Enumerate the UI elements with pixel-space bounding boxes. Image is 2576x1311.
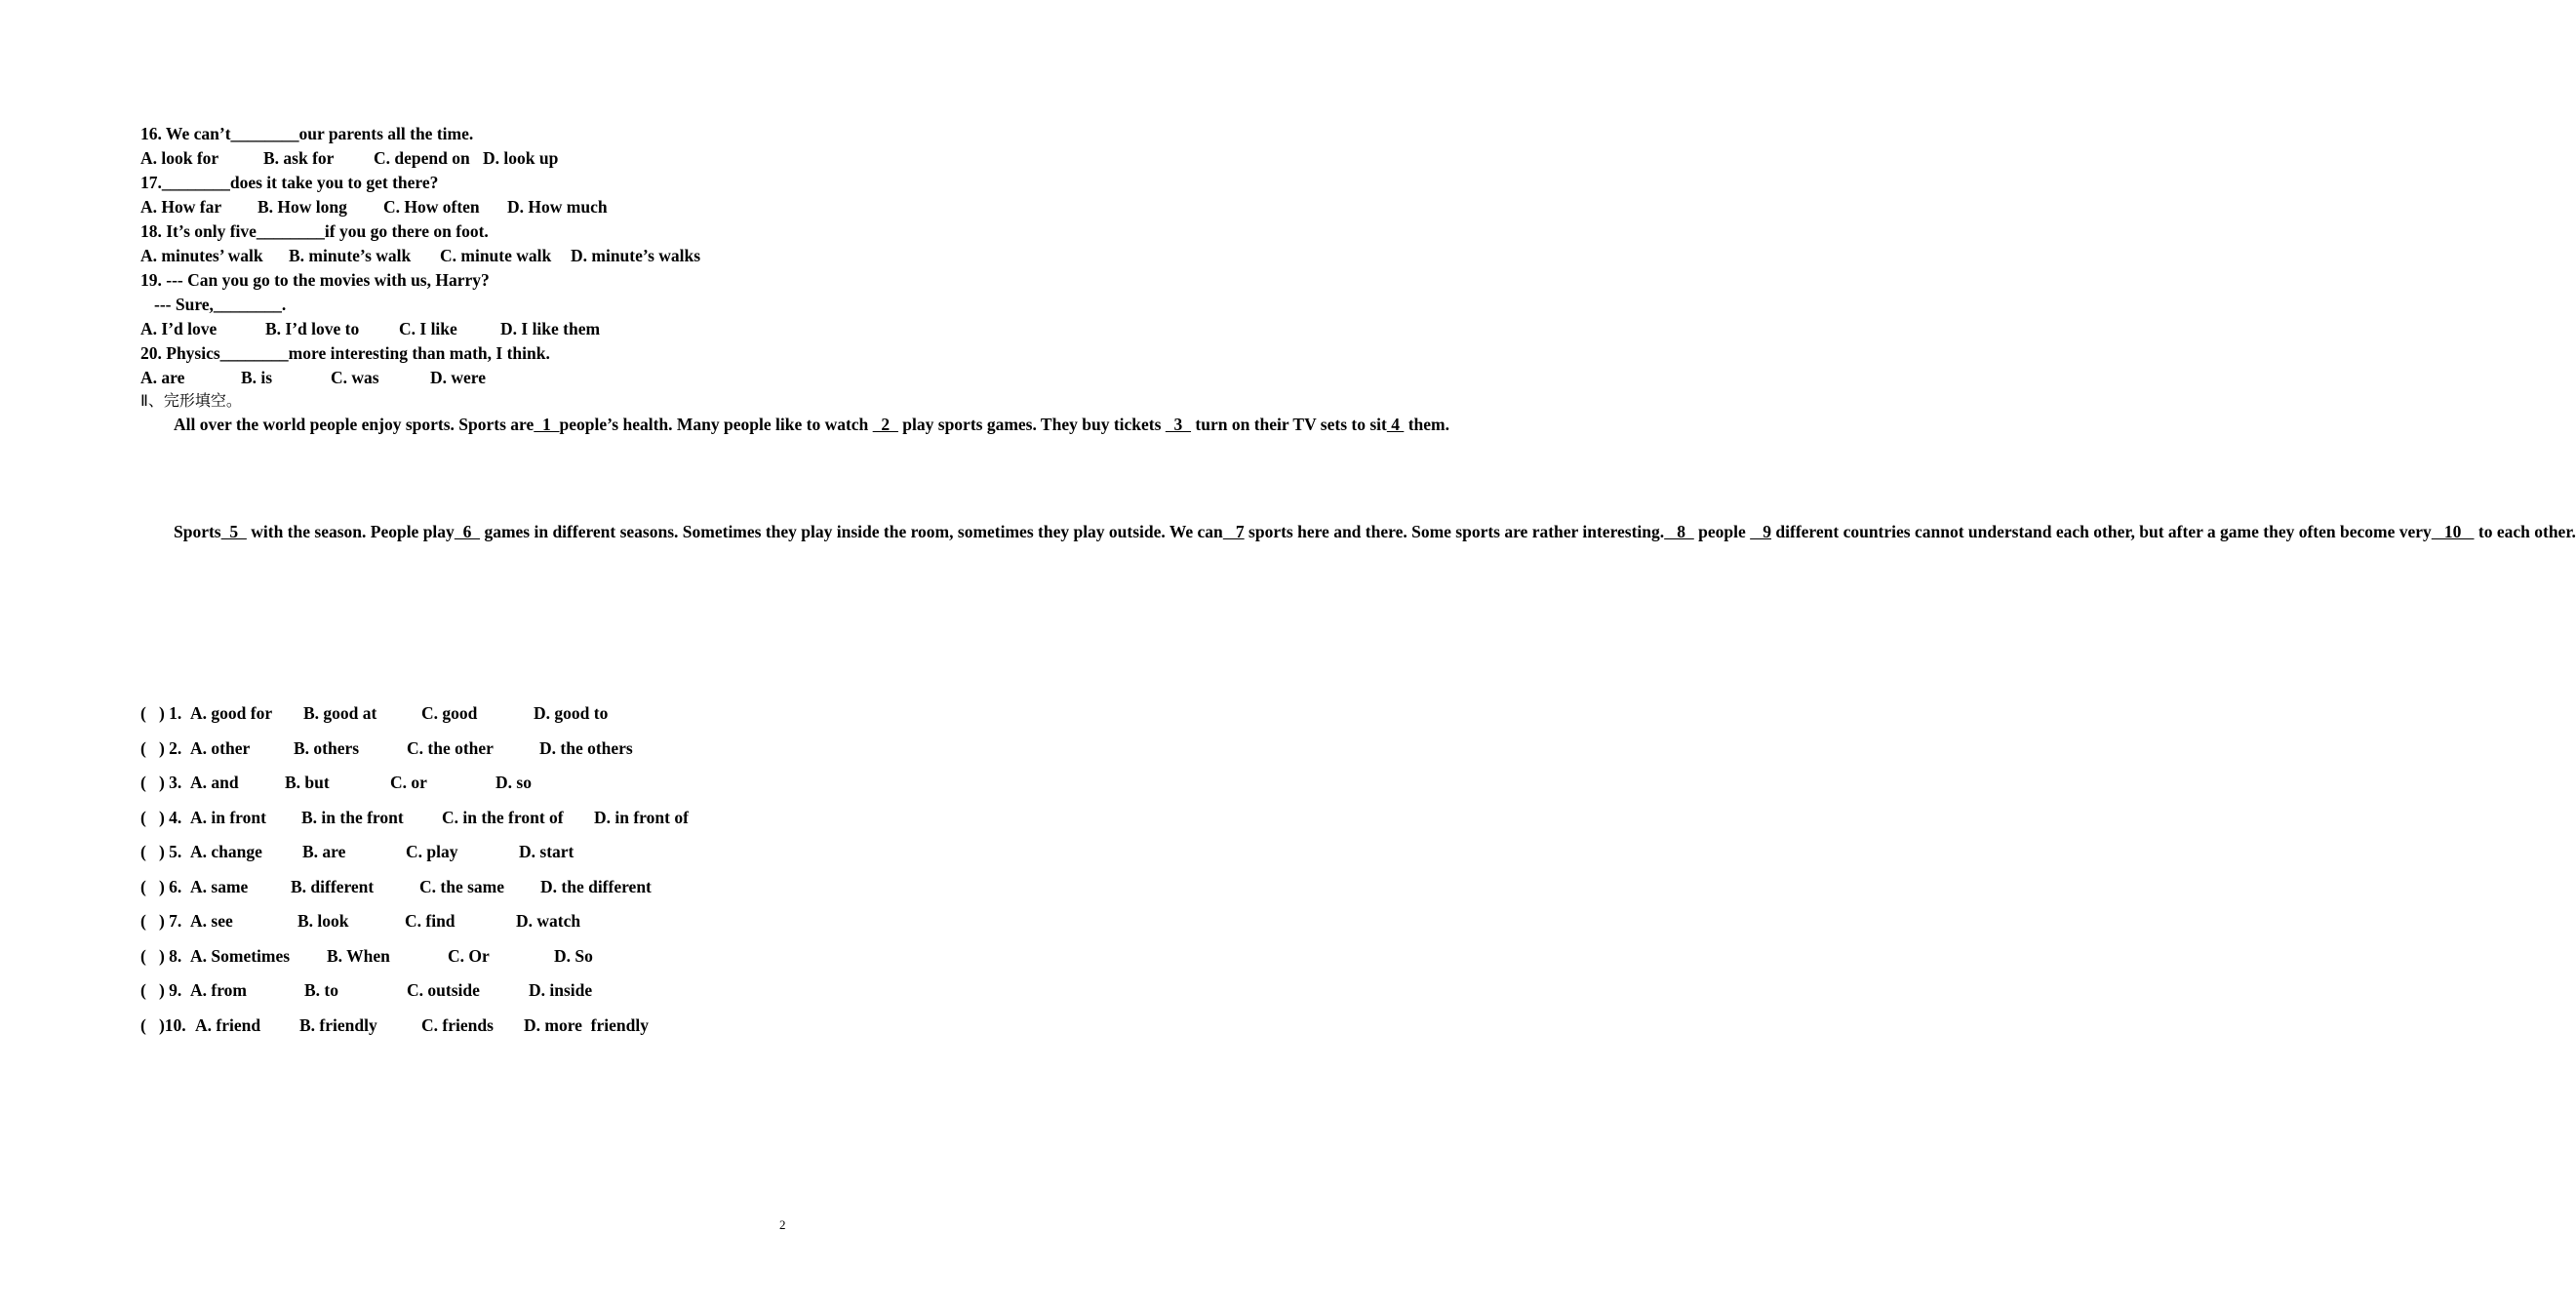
- q18-option-a: A. minutes’ walk: [140, 246, 263, 265]
- cloze-option-c: C. friends: [421, 1015, 494, 1035]
- p2-text-e: sports here and there. Some sports are rather interesting.: [1244, 522, 1665, 541]
- cloze-label: ( ) 9.: [140, 980, 182, 1000]
- q16-option-c: C. depend on: [374, 148, 470, 168]
- cloze-option-a: A. and: [190, 773, 239, 792]
- blank-8: 8: [1664, 522, 1694, 541]
- cloze-option-b: B. others: [294, 738, 360, 758]
- cloze-option-c: C. good: [421, 703, 478, 723]
- q20-option-c: C. was: [331, 368, 379, 387]
- cloze-option-a: A. other: [190, 738, 251, 758]
- q19-option-c: C. I like: [399, 319, 457, 338]
- question-19-reply: --- Sure,________.: [154, 295, 287, 314]
- q16-option-b: B. ask for: [263, 148, 335, 168]
- p2-text-c: with the season. People play: [246, 522, 455, 541]
- question-19-text: 19. --- Can you go to the movies with us, Harry?: [140, 270, 490, 290]
- p1-text-a: All over the world people enjoy sports. Sports are: [174, 415, 535, 434]
- cloze-option-a: A. friend: [195, 1015, 261, 1035]
- p2-text-d: games in different seasons. Sometimes they play inside the room, sometimes they play outside. We can: [480, 522, 1223, 541]
- cloze-option-c: C. in the front of: [442, 808, 564, 827]
- section-2-heading: Ⅱ、完形填空。: [140, 391, 242, 410]
- passage-paragraph-2: [140, 514, 2576, 550]
- cloze-option-d: D. inside: [529, 980, 593, 1000]
- q18-option-c: C. minute walk: [440, 246, 552, 265]
- q19-option-a: A. I’d love: [140, 319, 218, 338]
- p2-text-a: Sports: [174, 522, 221, 541]
- cloze-option-b: B. different: [291, 877, 375, 896]
- cloze-label: ( ) 1.: [140, 703, 182, 723]
- p1-text-c: people’s health. Many people like to watch: [559, 415, 873, 434]
- p1-text-d: play sports games. They buy tickets: [897, 415, 1166, 434]
- blank-5: 5: [220, 522, 247, 541]
- cloze-option-d: D. so: [495, 773, 532, 792]
- q16-option-d: D. look up: [483, 148, 559, 168]
- question-17-text: 17.________does it take you to get there?: [140, 173, 439, 192]
- cloze-option-d: D. start: [519, 842, 575, 861]
- cloze-option-a: A. see: [190, 911, 233, 931]
- cloze-option-a: A. change: [190, 842, 262, 861]
- q20-option-d: D. were: [430, 368, 487, 387]
- q16-option-a: A. look for: [140, 148, 219, 168]
- blank-10: 10: [2431, 522, 2475, 541]
- cloze-option-c: C. Or: [448, 946, 490, 966]
- p2-text-g: different countries cannot understand each other, but after a game they often become very: [1771, 522, 2432, 541]
- blank-9: 9: [1750, 522, 1772, 541]
- q20-option-a: A. are: [140, 368, 185, 387]
- cloze-option-d: D. watch: [516, 911, 581, 931]
- cloze-option-a: A. Sometimes: [190, 946, 291, 966]
- cloze-option-d: D. So: [554, 946, 593, 966]
- cloze-option-b: B. friendly: [299, 1015, 377, 1035]
- cloze-label: ( ) 3.: [140, 773, 182, 792]
- p2-text-f: people: [1693, 522, 1751, 541]
- q19-option-d: D. I like them: [500, 319, 601, 338]
- blank-3: 3: [1165, 415, 1192, 434]
- p1-text-f: them.: [1404, 415, 1449, 434]
- p2-text-h: to each other.: [2474, 522, 2576, 541]
- p1-text-e: turn on their TV sets to sit: [1191, 415, 1387, 434]
- question-18-text: 18. It’s only five________if you go there on foot.: [140, 221, 489, 241]
- q18-option-b: B. minute’s walk: [289, 246, 412, 265]
- cloze-option-c: C. play: [406, 842, 458, 861]
- cloze-option-d: D. good to: [534, 703, 609, 723]
- cloze-option-b: B. good at: [303, 703, 377, 723]
- cloze-label: ( ) 7.: [140, 911, 182, 931]
- cloze-option-b: B. to: [304, 980, 338, 1000]
- cloze-option-d: D. the others: [539, 738, 633, 758]
- cloze-option-c: C. find: [405, 911, 456, 931]
- cloze-option-c: C. the same: [419, 877, 504, 896]
- q17-option-a: A. How far: [140, 197, 222, 217]
- passage-paragraph-1: [140, 407, 1449, 443]
- blank-4: 4: [1386, 415, 1405, 434]
- cloze-option-c: C. outside: [407, 980, 480, 1000]
- cloze-option-b: B. but: [285, 773, 330, 792]
- cloze-option-b: B. look: [297, 911, 349, 931]
- page-number: 2: [779, 1217, 786, 1232]
- q20-option-b: B. is: [241, 368, 273, 387]
- cloze-option-c: C. or: [390, 773, 427, 792]
- blank-2: 2: [872, 415, 898, 434]
- cloze-option-d: D. more friendly: [524, 1015, 649, 1035]
- question-20-text: 20. Physics________more interesting than math, I think.: [140, 343, 550, 363]
- cloze-option-b: B. When: [327, 946, 390, 966]
- q17-option-b: B. How long: [258, 197, 347, 217]
- cloze-label: ( ) 4.: [140, 808, 182, 827]
- cloze-option-a: A. same: [190, 877, 249, 896]
- blank-7: 7: [1222, 522, 1245, 541]
- q17-option-d: D. How much: [507, 197, 608, 217]
- cloze-option-a: A. in front: [190, 808, 266, 827]
- cloze-option-b: B. are: [302, 842, 346, 861]
- cloze-option-a: A. good for: [190, 703, 273, 723]
- cloze-label: ( ) 2.: [140, 738, 182, 758]
- cloze-option-a: A. from: [190, 980, 247, 1000]
- cloze-option-c: C. the other: [407, 738, 494, 758]
- q19-option-b: B. I’d love to: [265, 319, 360, 338]
- cloze-label: ( ) 8.: [140, 946, 182, 966]
- cloze-label: ( )10.: [140, 1015, 186, 1035]
- cloze-option-d: D. the different: [540, 877, 652, 896]
- cloze-option-b: B. in the front: [301, 808, 404, 827]
- question-16-text: 16. We can’t________our parents all the time.: [140, 124, 474, 143]
- blank-6: 6: [454, 522, 481, 541]
- cloze-label: ( ) 6.: [140, 877, 182, 896]
- blank-1: 1: [534, 415, 560, 434]
- cloze-option-d: D. in front of: [594, 808, 689, 827]
- q17-option-c: C. How often: [383, 197, 480, 217]
- cloze-label: ( ) 5.: [140, 842, 182, 861]
- q18-option-d: D. minute’s walks: [571, 246, 701, 265]
